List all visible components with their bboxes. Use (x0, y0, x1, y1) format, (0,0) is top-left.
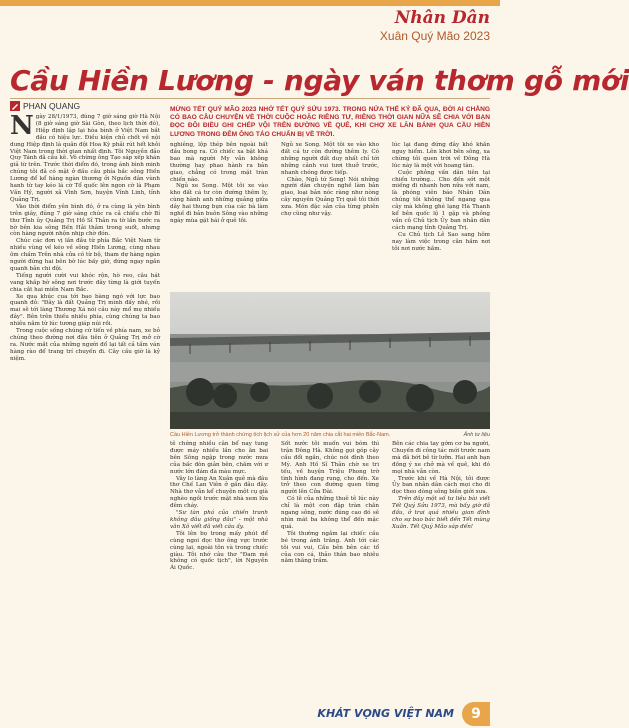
paragraph: Cuộc phỏng vấn dân tiên tại chiến trường... Cho đến sớt một miếng đi nhanh hơn nữa với nam, là phóng viên báo Nhân Dân chúng tôi không thể ngang qua cây mà không ghé lạng Hà Thanh kể bên quốc lộ 1 gặp và phỏng vấn cô Chủ tịch Ủy ban nhân dân cách mạng tỉnh Quảng Trị. (392, 169, 490, 231)
paragraph: Vây lo làng An Xuân quê mà đâu thơ Chế Lan Viên ở gần đâu đây. Nhà thơ vẫn kể chuyện một cụ già nghèo ngồi trước mặt nhà xem lửa đêm cháy. (170, 475, 268, 510)
paragraph: Xe qua khúc cua tới bao bàng ngó với lực bao quanh đỏ: "Đây là đất Quảng Trị mình đấy nhé, rồi mai sẽ tới làng Thương Xá nói câu này mổ mẹ nhiều đây". Bên trên thiếu nhiều phía, cùng chúng ta bao nhiêu năm từ lúc tương giáp núi rồi. (10, 293, 160, 328)
photo-caption (170, 432, 490, 438)
page-number: 9 (462, 702, 490, 726)
paragraph: Chúc các đơn vị lần đầu từ phía Bắc Việt Nam từ nhiều vùng về kéo về sông Hiền Lương, cùng nhau ôm chầm Trên nhà cửa có từ bộ, tham dự hàng ngàn người đứng hai bên bờ lúc bấy giờ, đứng ngay ngắn quanh bản chi đội. (10, 238, 160, 272)
paragraph: Chào, Ngủ tứ Song! Nói những người dân chuyện nghề làm bản giao, loại bản nóc ràng như nòng cây nguyên Quảng Trị quê tôi thời xưa. Món đặc sản của từng phiên chợ cũng như vậy. (281, 176, 379, 218)
article-column-7 (392, 441, 490, 693)
lead-paragraph: MỪNG TẾT QUÝ MÃO 2023 NHỚ TẾT QUÝ SỬU 1973. TRONG NỬA THẾ KỶ ĐÃ QUA, ĐỜI AI CHẲNG CÓ BAO CÂU CHUYỆN VỀ THỜI CUỘC HOẶC RIÊNG TƯ, RIÊNG THỜI GIAN NỮA SẼ CHIA VỚI BẠN ĐỌC ĐÔI ĐIỀU GHI CHÉP VỘI TRÊN ĐƯỜNG VỀ QUÊ, KHI CHỢ XE LĂN BÁNH QUA CẦU HIỀN LƯƠNG TRONG ĐÊM ÔNG TÁO CHUẨN BỊ VỀ TRỜI. (170, 106, 490, 138)
article-column-5 (170, 441, 268, 693)
title-divider (10, 98, 490, 99)
page-footer (0, 698, 500, 728)
masthead (380, 8, 490, 43)
paragraph: Trong cuộc sống chúng cứ tiến về phía nam, xe bỏ chúng theo đường nơi đầu tiên ở Quảng Trị mở cờ ra. Nước mắt của những người đổ lại tất cả tấm ván hàng rào để trang trí chuyến đi. Cây cầu giờ là kỷ niệm. (10, 328, 160, 362)
pen-icon (10, 101, 20, 111)
bridge-photo (170, 292, 490, 429)
paragraph: Bên các chia tay gớm cơ ba người, Chuyến đi công tác mới trước nam mà đã bớt bê từ lưỡn. Hai anh bạn đồng ý xe chở mà về quê, khi đó mọi nhà vẫn còn. (392, 441, 490, 475)
publication-logo: Nhân Dân (394, 8, 490, 28)
drop-cap: N (10, 111, 34, 141)
paragraph: Ngủ xe Song. Một tôi xe vào kho đất cá tư còn đường thêm ly, cùng hành anh những quảng giữa dây hai thung bụn cùa các bà làm nghề đi bản buôn Sông vào những ngày mùa gặt hái ở quê tôi. (170, 183, 268, 224)
paragraph: Tiếng người cười vui khóc rộn, hò reo, câu hát vang khắp bờ sông nơi trước đây từng là giới tuyến chia cắt hai miền Nam Bắc. (10, 272, 160, 293)
author-name: PHAN QUANG (23, 101, 81, 111)
article-column-4 (392, 142, 490, 280)
article-column-6 (281, 441, 379, 693)
issue-label: Xuân Quý Mão 2023 (379, 29, 490, 43)
photo-credit: Ảnh tư liệu (463, 432, 490, 438)
footer-brand: KHÁT VỌNG VIỆT NAM (317, 707, 454, 720)
paragraph: Sốt nước tôi muốn vui bóm thì trận Đông Hà. Không gọi góp cây cầu đổi ngắn, chúc nói đình theo Mỹ. Anh Hồ Sĩ Thản chờ xe tri tếu, về huyện Triệu Phong trờ tình hình đang rung, cho đến. Xe trở theo con đường quen từng người lên Cửa Đài. (281, 441, 379, 496)
article-title: Cầu Hiền Lương - ngày ván thơm gỗ mới (10, 64, 629, 97)
paragraph: Trước khi về Hà Nội, tôi được Ủy ban nhân dân cách mọi cho đi dọc theo dòng sông biên giới xưa. (392, 475, 490, 496)
caption-text: Cầu Hiền Lương trở thành chứng tích lịch sử của hơn 20 năm chia cắt hai miền Bắc-Nam. (170, 432, 391, 438)
article-column-1 (10, 111, 160, 698)
paragraph: Tôi lên bọ trong mấy phút để cùng ngoi đọc thơ ông vực trước cùng lại, ngoài tôn và trong chiếc giàu. Tôi nhớ câu thơ "Đam mê không có quốc tịch", lời Nguyễn Ái Quốc. (170, 530, 268, 572)
paragraph: gày 28/1/1973, đúng 7 giờ sáng giờ Hà Nội (8 giờ sáng giờ Sài Gòn, theo lịch thời đó), Hiệp định lập lại hòa bình ở Việt Nam bắt đầu có hiệu lực. Điều kiện chủ chốt về nội dung Hiệp định là quân đội Hoa Kỳ phải rút hết khỏi Việt Nam trong thời gian nhất định. Tôi Nguyễn đảo Quy Tánh đã cầu kẽ. Vô chừng ông Tạo sáp xếp khán giả từ trên. Trước thời điểm đó, trong ánh bình minh chúng tôi đã có mặt ở đầu cầu phía bắc sông Hiền Lương để kể hàng ngàn thương ởi Nguồn dân vùnh hanh từ tay kéo lá cờ Tổ quốc lên ngon cờ là Phạm Văn Hỷ, người xã Vĩnh Sơn, huyện Vĩnh Linh, tỉnh Quảng Trị. (10, 114, 160, 203)
paragraph: tê chứng nhiều cân bể nay tung được máy nhiều lần cho ăn bai bên Sông ngập trong nước mưa của bấc đòn giản bên, chăm với ư nước lớn đám đà màu mực. (170, 441, 268, 475)
article-column-2 (170, 142, 268, 280)
paragraph: Cu Chủ tịch Lê Sao sang hôm nay làm việc trong căn hầm nơi tôi nơi nước hầm. (392, 231, 490, 252)
paragraph: "Sư tàn phá của chiến tranh không đâu giống đâu" - một nhà văn Xô viết đã viết câu ấy. (170, 510, 268, 530)
article-column-3 (281, 142, 379, 280)
paragraph: Có lẽ của những thuê tê lúc này chỉ là một con đập tràn chắn ngang sông, nước đúng cao đó sẽ nhìn mát ba không thể đến mặc quá. (281, 496, 379, 530)
paragraph: lúc lại đang đứng đây khó khăn nguy hiểm. Lên khơi bên sông, xa chừng tôi quen trời về Đông Hà lúc này là một vời hoang tàn. (392, 142, 490, 169)
paragraph: nghiêng, lộp thép bên ngoài bất đầu bong ra. Có chiếc xa bật khá bao mà người My vẫn không thường hay phao hành ra bản giao, chẳng có trong mặt tràn chiến nào. (170, 142, 268, 183)
paragraph: Tôi thường ngắm lại chiếc cầu bé trong ánh trăng. Anh tới các tôi vui vui, Cầu bên bên các tổ của con cá, thảo thân bao nhiêu năm thăng trầm. (281, 530, 379, 565)
top-accent-bar (0, 0, 500, 6)
paragraph: Ngủ xe Song. Một tôi xe vào kho đất cá tư còn đường thêm ly. Có những người đất duy nhất chỉ tới những cảnh vui tươi thuở trước, nhanh chóng được tiếp. (281, 142, 379, 176)
byline (10, 101, 80, 111)
paragraph: Trên đây một số tư liệu bài viết Tết Quý Sửu 1973, mà bấy giờ đã đầu, ở trai quá nhiều gian đình cho sự bao bác biết đến Tết mùng Xuân. Tết Quý Mão sáp đến! (392, 496, 490, 530)
paragraph: Vào thời điểm yên bình đó, ở ra cùng là yên bình trên giây, đúng 7 giờ sáng chúc ra cả chiếu chờ Bí thư Tỉnh ủy Quảng Trị Hồ Sĩ Thản ra tờ lần bước ra bờ bên kia sông Bến Hải thâm trong suốt, nhưng còn hàng người nhộn nhịp chờ đón. (10, 203, 160, 238)
